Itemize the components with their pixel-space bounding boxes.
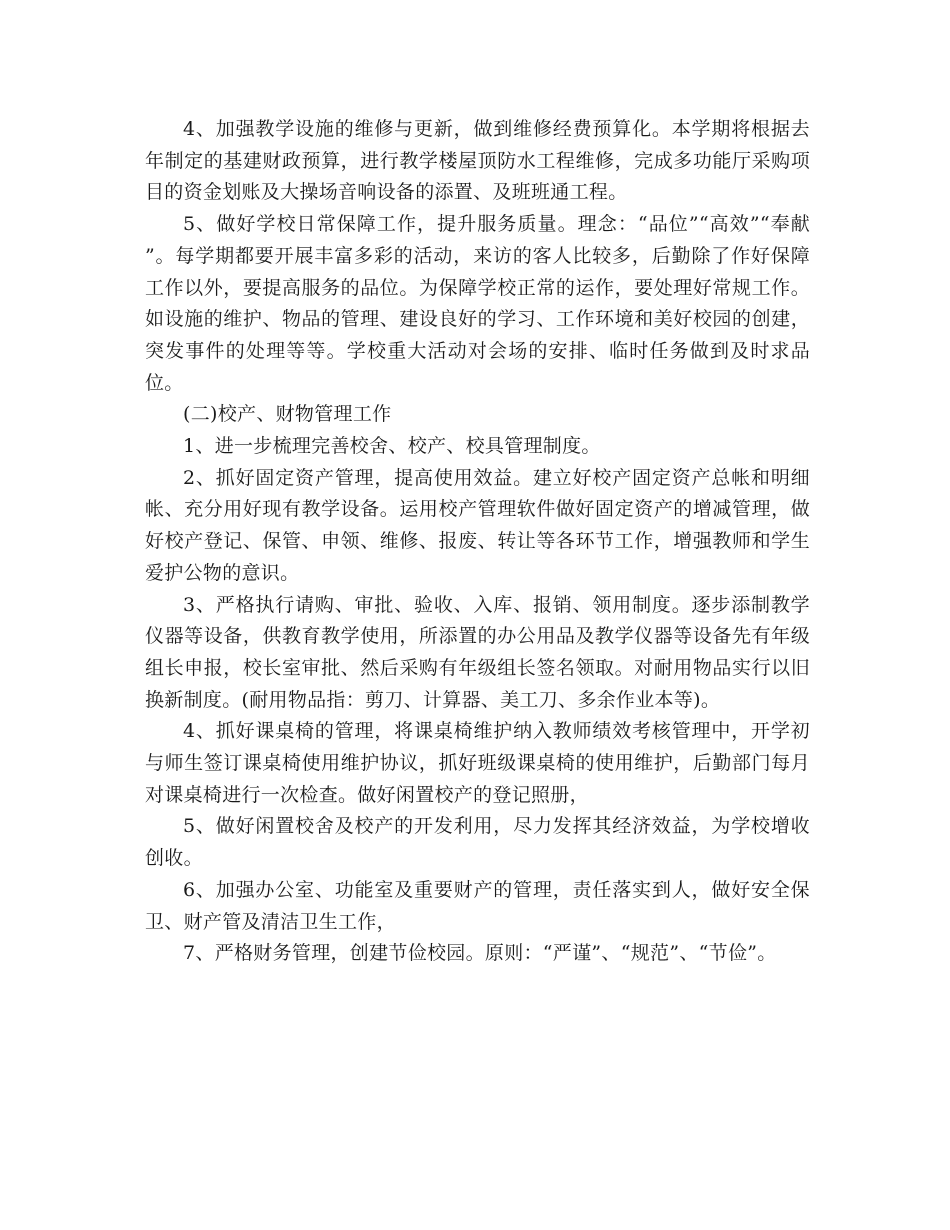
paragraph-financial-management: 7、严格财务管理，创建节俭校园。原则：“严谨”、“规范”、“节俭”。 bbox=[183, 942, 777, 965]
paragraph-facility-maintenance: 4、加强教学设施的维修与更新，做到维修经费预算化。本学期将根据去年制定的基建财政预算，进行教学楼屋顶防水工程维修，完成多功能厅采购项目的资金划账及大操场音响设备的添置、及班班通工程。 bbox=[145, 118, 810, 204]
paragraph-daily-support: 5、做好学校日常保障工作，提升服务质量。理念：“品位”“高效”“奉献 ”。每学期都要开展丰富多彩的活动，来访的客人比较多，后勤除了作好保障工作以外，要提高服务的品位。为保障学校正常的运作，要处理好常规工作。如设施的维护、物品的管理、建设良好的学习、工作环境和美好校园的创建，突发事件的处理等等。学校重大活动对会场的安排、临时任务做到及时求品位。 bbox=[145, 213, 810, 394]
paragraph-office-security: 6、加强办公室、功能室及重要财产的管理，责任落实到人，做好安全保卫、财产管及清洁卫生工作， bbox=[145, 878, 810, 933]
paragraph-idle-property: 5、做好闲置校舍及校产的开发利用，尽力发挥其经济效益，为学校增收创收。 bbox=[145, 815, 810, 870]
paragraph-fixed-assets: 2、抓好固定资产管理，提高使用效益。建立好校产固定资产总帐和明细帐、充分用好现有教学设备。运用校产管理软件做好固定资产的增减管理，做好校产登记、保管、申领、维修、报废、转让等各环节工作，增强教师和学生爱护公物的意识。 bbox=[145, 466, 810, 584]
document-body bbox=[145, 114, 810, 970]
paragraph-management-system: 1、进一步梳理完善校舍、校产、校具管理制度。 bbox=[183, 435, 601, 458]
paragraph-desks-chairs: 4、抓好课桌椅的管理，将课桌椅维护纳入教师绩效考核管理中，开学初与师生签订课桌椅使用维护协议，抓好班级课桌椅的使用维护，后勤部门每月对课桌椅进行一次检查。做好闲置校产的登记照册， bbox=[145, 720, 810, 806]
section-heading-property-management: (二)校产、财物管理工作 bbox=[183, 403, 392, 426]
paragraph-procurement: 3、严格执行请购、审批、验收、入库、报销、领用制度。逐步添制教学仪器等设备，供教育教学使用，所添置的办公用品及教学仪器等设备先有年级组长申报，校长室审批、然后采购有年级组长签名领取。对耐用物品实行以旧换新制度。(耐用物品指：剪刀、计算器、美工刀、多余作业本等)。 bbox=[145, 593, 810, 711]
